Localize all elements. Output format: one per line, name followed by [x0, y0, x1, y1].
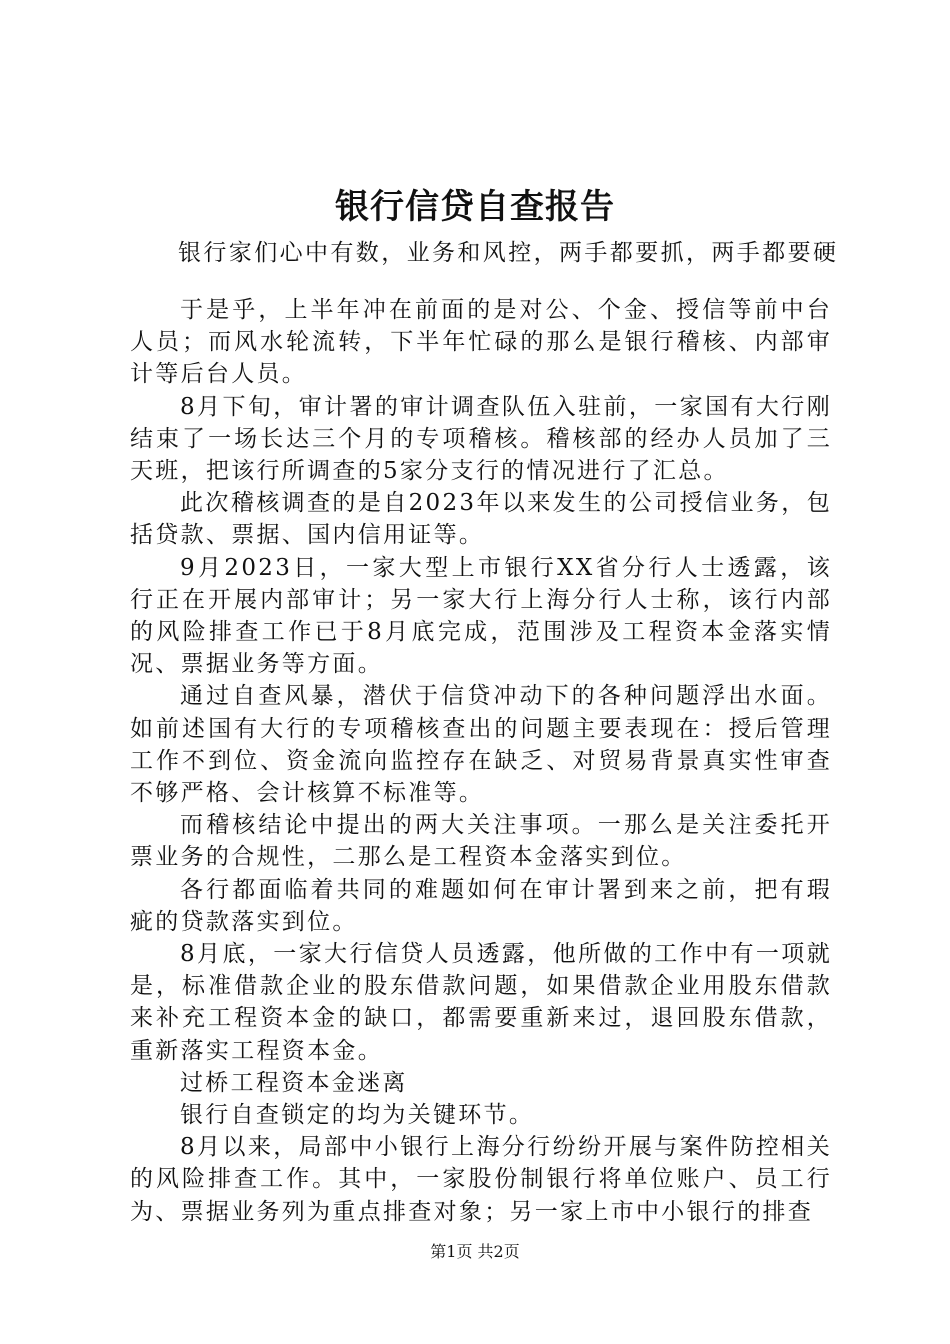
paragraph: 银行自查锁定的均为关键环节。 [180, 1102, 535, 1129]
paragraph: 于是乎，上半年冲在前面的是对公、个金、授信等前中台人员；而风水轮流转，下半年忙碌的那么是银行稽核、内部审计等后台人员。 [130, 297, 832, 388]
paragraph: 8月以来，局部中小银行上海分行纷纷开展与案件防控相关的风险排查工作。其中，一家股份制银行将单位账户、员工行为、票据业务列为重点排查对象；另一家上市中小银行的排查 [130, 1134, 832, 1225]
paragraph: 通过自查风暴，潜伏于信贷冲动下的各种问题浮出水面。如前述国有大行的专项稽核查出的问题主要表现在：授后管理工作不到位、资金流向监控存在缺乏、对贸易背景真实性审查不够严格、会计核算不标准等。 [130, 683, 832, 807]
paragraph: 8月底，一家大行信贷人员透露，他所做的工作中有一项就是，标准借款企业的股东借款问题，如果借款企业用股东借款来补充工程资本金的缺口，都需要重新来过，退回股东借款，重新落实工程资本金。 [130, 941, 832, 1064]
document-title: 银行信贷自查报告 [335, 187, 615, 227]
paragraph: 而稽核结论中提出的两大关注事项。一那么是关注委托开票业务的合规性，二那么是工程资本金落实到位。 [130, 812, 832, 871]
page-number: 第1页 共2页 [430, 1242, 520, 1261]
document-subtitle: 银行家们心中有数，业务和风控，两手都要抓，两手都要硬 [178, 240, 839, 266]
paragraph: 9月2023日，一家大型上市银行XX省分行人士透露，该行正在开展内部审计；另一家大行上海分行人士称，该行内部的风险排查工作已于8月底完成，范围涉及工程资本金落实情况、票据业务等方面。 [130, 554, 832, 678]
paragraph: 此次稽核调查的是自2023年以来发生的公司授信业务，包括贷款、票据、国内信用证等。 [130, 490, 832, 549]
document-body [130, 294, 832, 1228]
section-heading: 过桥工程资本金迷离 [180, 1069, 408, 1096]
paragraph: 8月下旬，审计署的审计调查队伍入驻前，一家国有大行刚结束了一场长达三个月的专项稽核。稽核部的经办人员加了三天班，把该行所调查的5家分支行的情况进行了汇总。 [130, 393, 832, 485]
paragraph: 各行都面临着共同的难题如何在审计署到来之前，把有瑕疵的贷款落实到位。 [130, 876, 832, 935]
